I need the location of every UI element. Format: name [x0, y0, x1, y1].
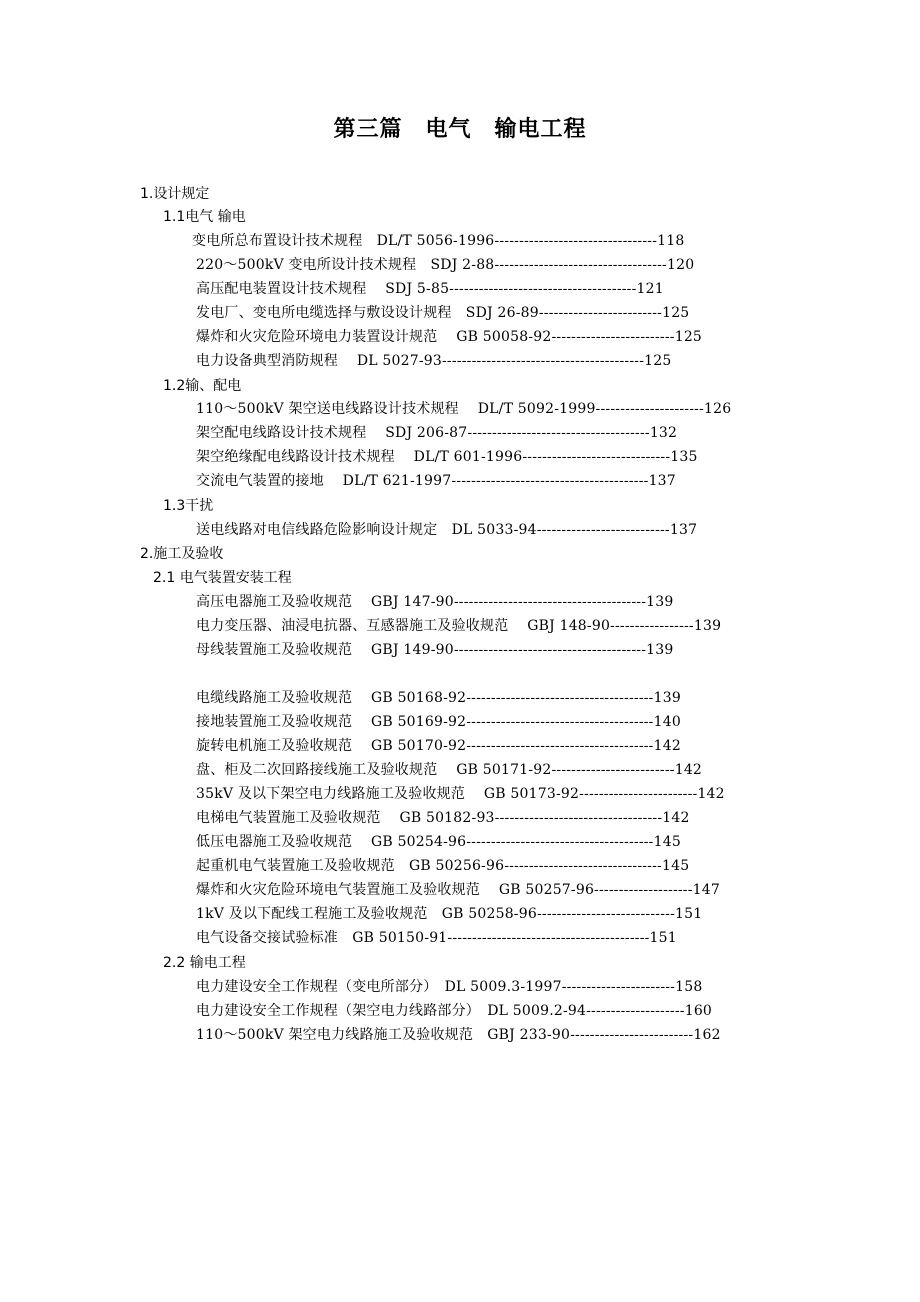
subsection-heading-2-1: 2.1 电气装置安装工程 [153, 570, 292, 586]
toc-entry: 旋转电机施工及验收规范 GB 50170-92--------------------------------------142 [196, 738, 681, 754]
toc-entry: 110～500kV 架空电力线路施工及验收规范 GBJ 233-90-------------------------162 [196, 1027, 721, 1043]
toc-entry: 送电线路对电信线路危险影响设计规定 DL 5033-94---------------------------137 [196, 522, 698, 538]
toc-entry: 110～500kV 架空送电线路设计技术规程 DL/T 5092-1999----------------------126 [196, 401, 732, 417]
section-heading-1: 1.设计规定 [140, 186, 210, 202]
toc-entry: 爆炸和火灾危险环境电力装置设计规范 GB 50058-92-------------------------125 [196, 329, 703, 345]
toc-entry: 交流电气装置的接地 DL/T 621-1997----------------------------------------137 [196, 473, 676, 489]
toc-entry: 起重机电气装置施工及验收规范 GB 50256-96--------------------------------145 [196, 858, 690, 874]
toc-entry: 电梯电气装置施工及验收规范 GB 50182-93----------------------------------142 [196, 810, 690, 826]
toc-entry: 电力建设安全工作规程（变电所部分） DL 5009.3-1997-----------------------158 [196, 979, 703, 995]
subsection-heading-1-2: 1.2输、配电 [163, 378, 242, 394]
toc-entry: 高压电器施工及验收规范 GBJ 147-90---------------------------------------139 [196, 594, 674, 610]
toc-entry: 变电所总布置设计技术规程 DL/T 5056-1996---------------------------------118 [192, 233, 685, 249]
toc-entry: 低压电器施工及验收规范 GB 50254-96--------------------------------------145 [196, 834, 681, 850]
toc-entry: 盘、柜及二次回路接线施工及验收规范 GB 50171-92-------------------------142 [196, 762, 703, 778]
toc-entry: 电力设备典型消防规程 DL 5027-93-----------------------------------------125 [196, 353, 672, 369]
page-title: 第三篇 电气 输电工程 [333, 117, 587, 142]
subsection-heading-1-1: 1.1电气 输电 [163, 209, 246, 225]
toc-entry: 35kV 及以下架空电力线路施工及验收规范 GB 50173-92------------------------142 [196, 786, 725, 802]
toc-entry: 电缆线路施工及验收规范 GB 50168-92--------------------------------------139 [196, 690, 681, 706]
section-heading-2: 2.施工及验收 [140, 546, 224, 562]
toc-entry: 1kV 及以下配线工程施工及验收规范 GB 50258-96----------------------------151 [196, 906, 703, 922]
toc-entry: 高压配电装置设计技术规程 SDJ 5-85--------------------------------------121 [196, 281, 664, 297]
toc-entry: 电力建设安全工作规程（架空电力线路部分） DL 5009.2-94--------------------160 [196, 1003, 713, 1019]
toc-entry: 架空绝缘配电线路设计技术规程 DL/T 601-1996------------------------------135 [196, 449, 698, 465]
toc-entry: 爆炸和火灾危险环境电气装置施工及验收规范 GB 50257-96--------------------147 [196, 882, 720, 898]
subsection-heading-2-2: 2.2 输电工程 [163, 955, 246, 971]
subsection-heading-1-3: 1.3干扰 [163, 498, 214, 514]
toc-entry: 接地装置施工及验收规范 GB 50169-92--------------------------------------140 [196, 714, 681, 730]
toc-entry: 220～500kV 变电所设计技术规程 SDJ 2-88-----------------------------------120 [196, 257, 695, 273]
toc-entry: 架空配电线路设计技术规程 SDJ 206-87-------------------------------------132 [196, 425, 678, 441]
toc-entry: 发电厂、变电所电缆选择与敷设设计规程 SDJ 26-89-------------------------125 [196, 305, 690, 321]
toc-entry: 电力变压器、油浸电抗器、互感器施工及验收规范 GBJ 148-90-----------------139 [196, 618, 722, 634]
toc-entry: 母线装置施工及验收规范 GBJ 149-90---------------------------------------139 [196, 642, 674, 658]
toc-entry: 电气设备交接试验标准 GB 50150-91-----------------------------------------151 [196, 930, 677, 946]
